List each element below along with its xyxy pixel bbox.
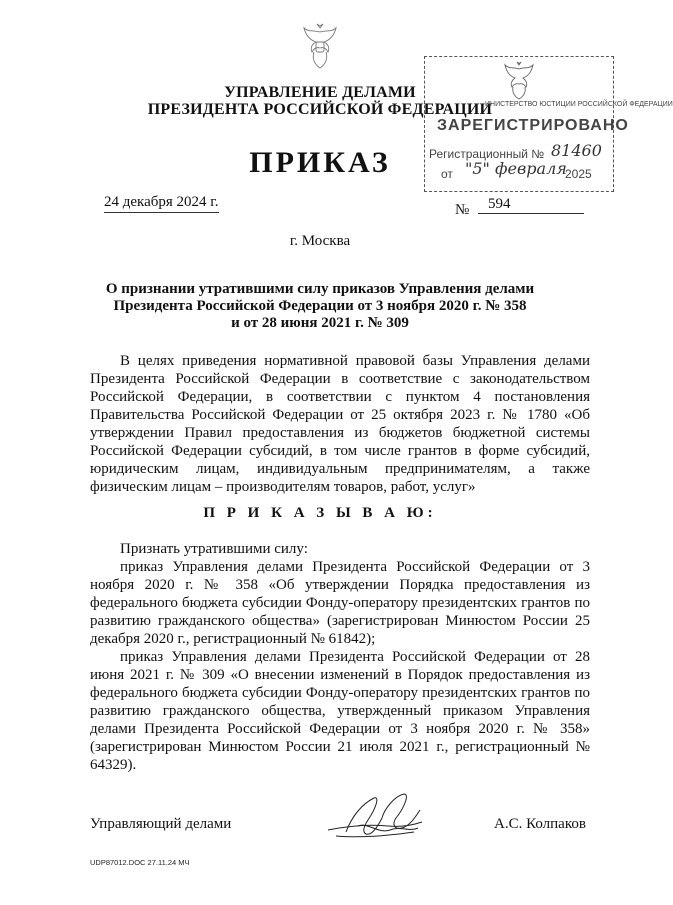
- file-info-footer: UDP87012.DOC 27.11.24 МЧ: [90, 858, 190, 867]
- handwritten-signature: [318, 786, 438, 848]
- signatory-position: Управляющий делами: [90, 816, 232, 832]
- title-line3: и от 28 июня 2021 г. № 309: [231, 315, 409, 331]
- document-city: г. Москва: [289, 233, 351, 249]
- coat-of-arms-icon: [300, 22, 340, 70]
- stamp-regno: 81460: [551, 141, 602, 160]
- title-line1: О признании утратившими силу приказов Управления делами: [105, 281, 535, 297]
- repealed-order-item-2: приказ Управления делами Президента Российской Федерации от 28 июня 2021 г. № 309 «О внесении изменений в Порядок предоставления из федерального бюджета субсидии Фонду-оператору президентских грантов по развитию гражданского общества, утвержденный приказом Управления делами Президента Российской Федерации от 3 ноября 2020 г. № 358» (зарегистрирован Минюстом России 21 июля 2021 г., регистрационный № 64329).: [90, 649, 590, 773]
- recognize-paragraph: Признать утратившими силу:: [120, 541, 308, 557]
- stamp-from-label: от: [441, 167, 453, 181]
- signatory-name: А.С. Колпаков: [494, 816, 586, 832]
- organization-name-line2: ПРЕЗИДЕНТА РОССИЙСКОЙ ФЕДЕРАЦИИ: [147, 101, 493, 118]
- preamble-paragraph: В целях приведения нормативной правовой базы Управления делами Президента Российской Федерации в соответствие с законодательством Российской Федерации, в соответствии с пунктом 4 постановления Правительства Российской Федерации от 25 октября 2023 г. № 1780 «Об утверждении Правил предоставления из бюджетов бюджетной системы Российской Федерации субсидий, в том числе грантов в форме субсидий, юридическим лицам, индивидуальным предпринимателям, а также физическим лицам – производителям товаров, работ, услуг»: [90, 353, 590, 495]
- stamp-registered: ЗАРЕГИСТРИРОВАНО: [437, 117, 629, 134]
- stamp-regno-label: Регистрационный №: [429, 147, 545, 161]
- order-heading: П Р И К А З Ы В А Ю:: [203, 505, 437, 521]
- document-type: ПРИКАЗ: [249, 146, 391, 179]
- stamp-date: "5" февраля: [465, 159, 567, 178]
- repealed-order-item-1: приказ Управления делами Президента Российской Федерации от 3 ноября 2020 г. № 358 «Об утверждении Порядка предоставления из федерального бюджета субсидии Фонду-оператору президентских грантов по развитию гражданского общества» (зарегистрирован Минюстом России 25 декабря 2020 г., регистрационный № 61842);: [90, 559, 590, 647]
- document-number-label: №: [455, 202, 470, 218]
- title-line2: Президента Российской Федерации от 3 ноября 2020 г. № 358: [113, 298, 527, 314]
- document-title: [90, 281, 550, 332]
- organization-name-line1: УПРАВЛЕНИЕ ДЕЛАМИ: [224, 84, 416, 101]
- document-number: 594: [478, 196, 584, 214]
- stamp-ministry: ИНИСТЕРСТВО ЮСТИЦИИ РОССИЙСКОЙ ФЕДЕРАЦИИ: [485, 101, 673, 108]
- stamp-year: 2025: [565, 167, 592, 181]
- document-date: 24 декабря 2024 г.: [104, 194, 219, 213]
- stamp-emblem-icon: [501, 61, 537, 101]
